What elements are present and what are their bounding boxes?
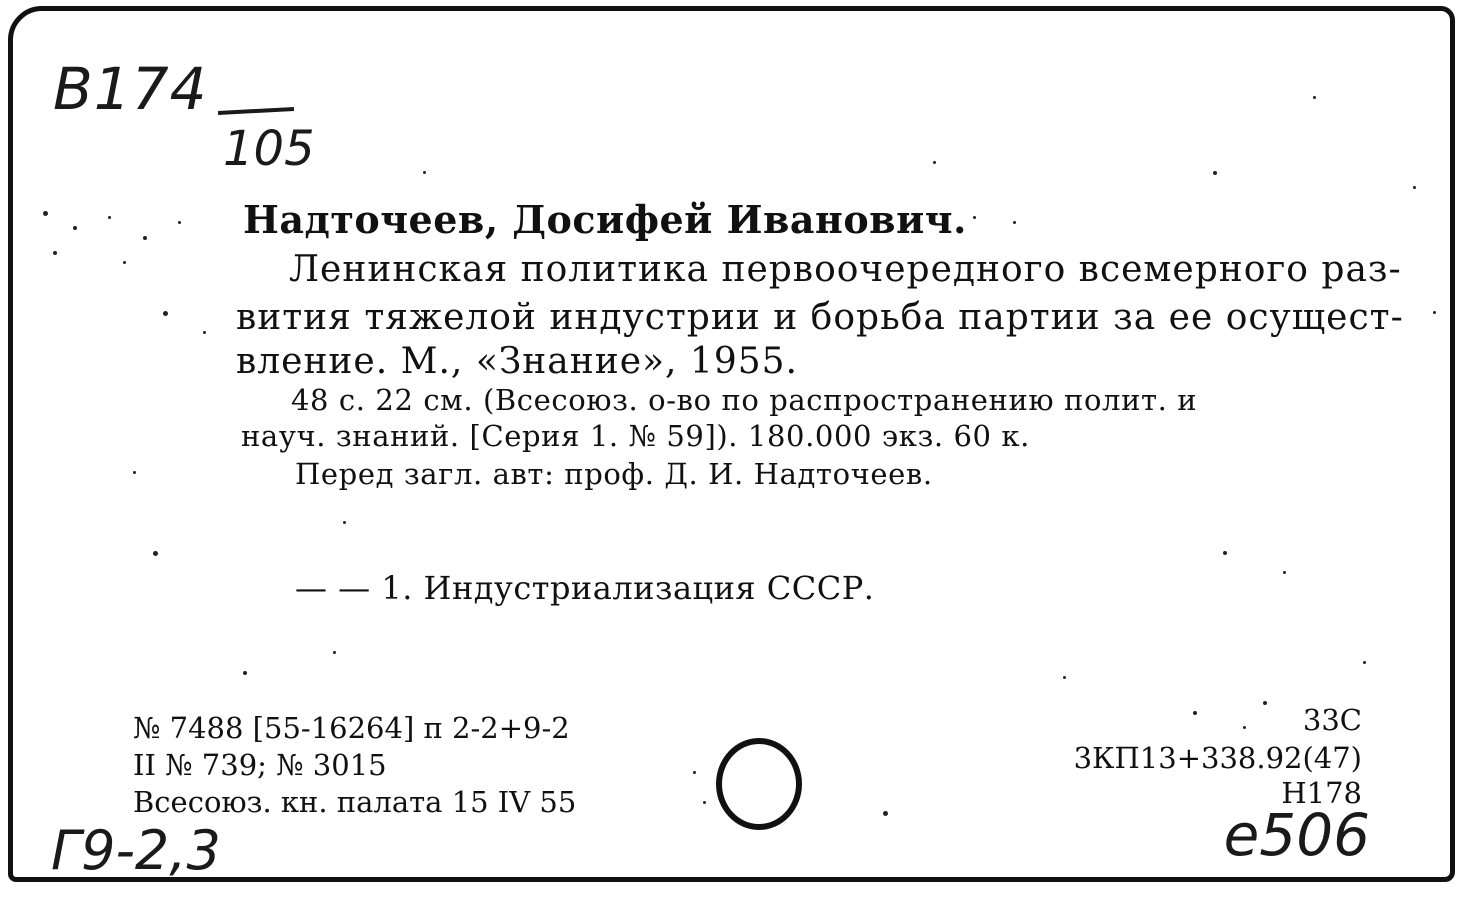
speck — [1313, 96, 1316, 99]
speck — [333, 651, 336, 654]
footer-left-line-3: Всесоюз. кн. палата 15 IV 55 — [133, 785, 577, 819]
speck — [1193, 711, 1197, 715]
speck — [1213, 171, 1217, 175]
speck — [1283, 571, 1286, 574]
punch-hole — [716, 738, 802, 830]
speck — [933, 161, 936, 164]
collation-line-2: науч. знаний. [Серия 1. № 59]). 180.000 экз. 60 к. — [241, 419, 1030, 453]
call-number-divider — [218, 107, 294, 115]
speck — [1013, 221, 1016, 224]
speck — [1223, 551, 1227, 555]
handwritten-note-bottom-right: е506 — [1223, 801, 1370, 869]
speck — [133, 471, 136, 474]
speck — [163, 311, 168, 316]
speck — [1363, 661, 1366, 664]
speck — [108, 216, 111, 219]
catalog-card — [8, 6, 1455, 882]
footer-right-line-3: Н178 — [1281, 776, 1362, 810]
speck — [1413, 186, 1416, 189]
speck — [883, 811, 888, 816]
collation-line-3: Перед загл. авт: проф. Д. И. Надточеев. — [295, 457, 933, 491]
speck — [693, 771, 696, 774]
subject-heading: — — 1. Индустриализация СССР. — [295, 569, 875, 607]
title-line-1: Ленинская политика первоочередного всемерного раз- — [289, 249, 1402, 290]
speck — [243, 671, 247, 675]
speck — [1243, 726, 1246, 729]
speck — [178, 221, 181, 224]
footer-right-line-1: 33С — [1302, 703, 1362, 737]
collation-line-1: 48 с. 22 см. (Всесоюз. о-во по распространению полит. и — [291, 383, 1198, 417]
speck — [203, 331, 206, 334]
speck — [53, 251, 57, 255]
footer-right-line-2: 3КП13+338.92(47) — [1073, 741, 1362, 775]
speck — [153, 551, 158, 556]
speck — [973, 216, 976, 219]
speck — [1433, 311, 1436, 314]
speck — [703, 801, 706, 804]
speck — [143, 236, 147, 240]
speck — [1263, 701, 1267, 705]
handwritten-note-bottom-left: Г9-2,3 — [51, 819, 221, 882]
speck — [423, 171, 426, 174]
title-line-2: вития тяжелой индустрии и борьба партии за ее осущест- — [236, 297, 1404, 338]
speck — [123, 261, 126, 264]
speck — [73, 226, 77, 230]
footer-left-line-1: № 7488 [55-16264] п 2-2+9-2 — [133, 711, 570, 745]
title-line-3: вление. М., «Знание», 1955. — [236, 341, 798, 382]
speck — [343, 521, 346, 524]
speck — [1063, 676, 1066, 679]
call-number-bottom: 105 — [223, 121, 315, 177]
author-name: Надточеев, Досифей Иванович. — [243, 197, 967, 242]
speck — [43, 211, 48, 216]
footer-left-line-2: II № 739; № 3015 — [133, 748, 387, 782]
call-number-top: B174 — [53, 55, 208, 123]
